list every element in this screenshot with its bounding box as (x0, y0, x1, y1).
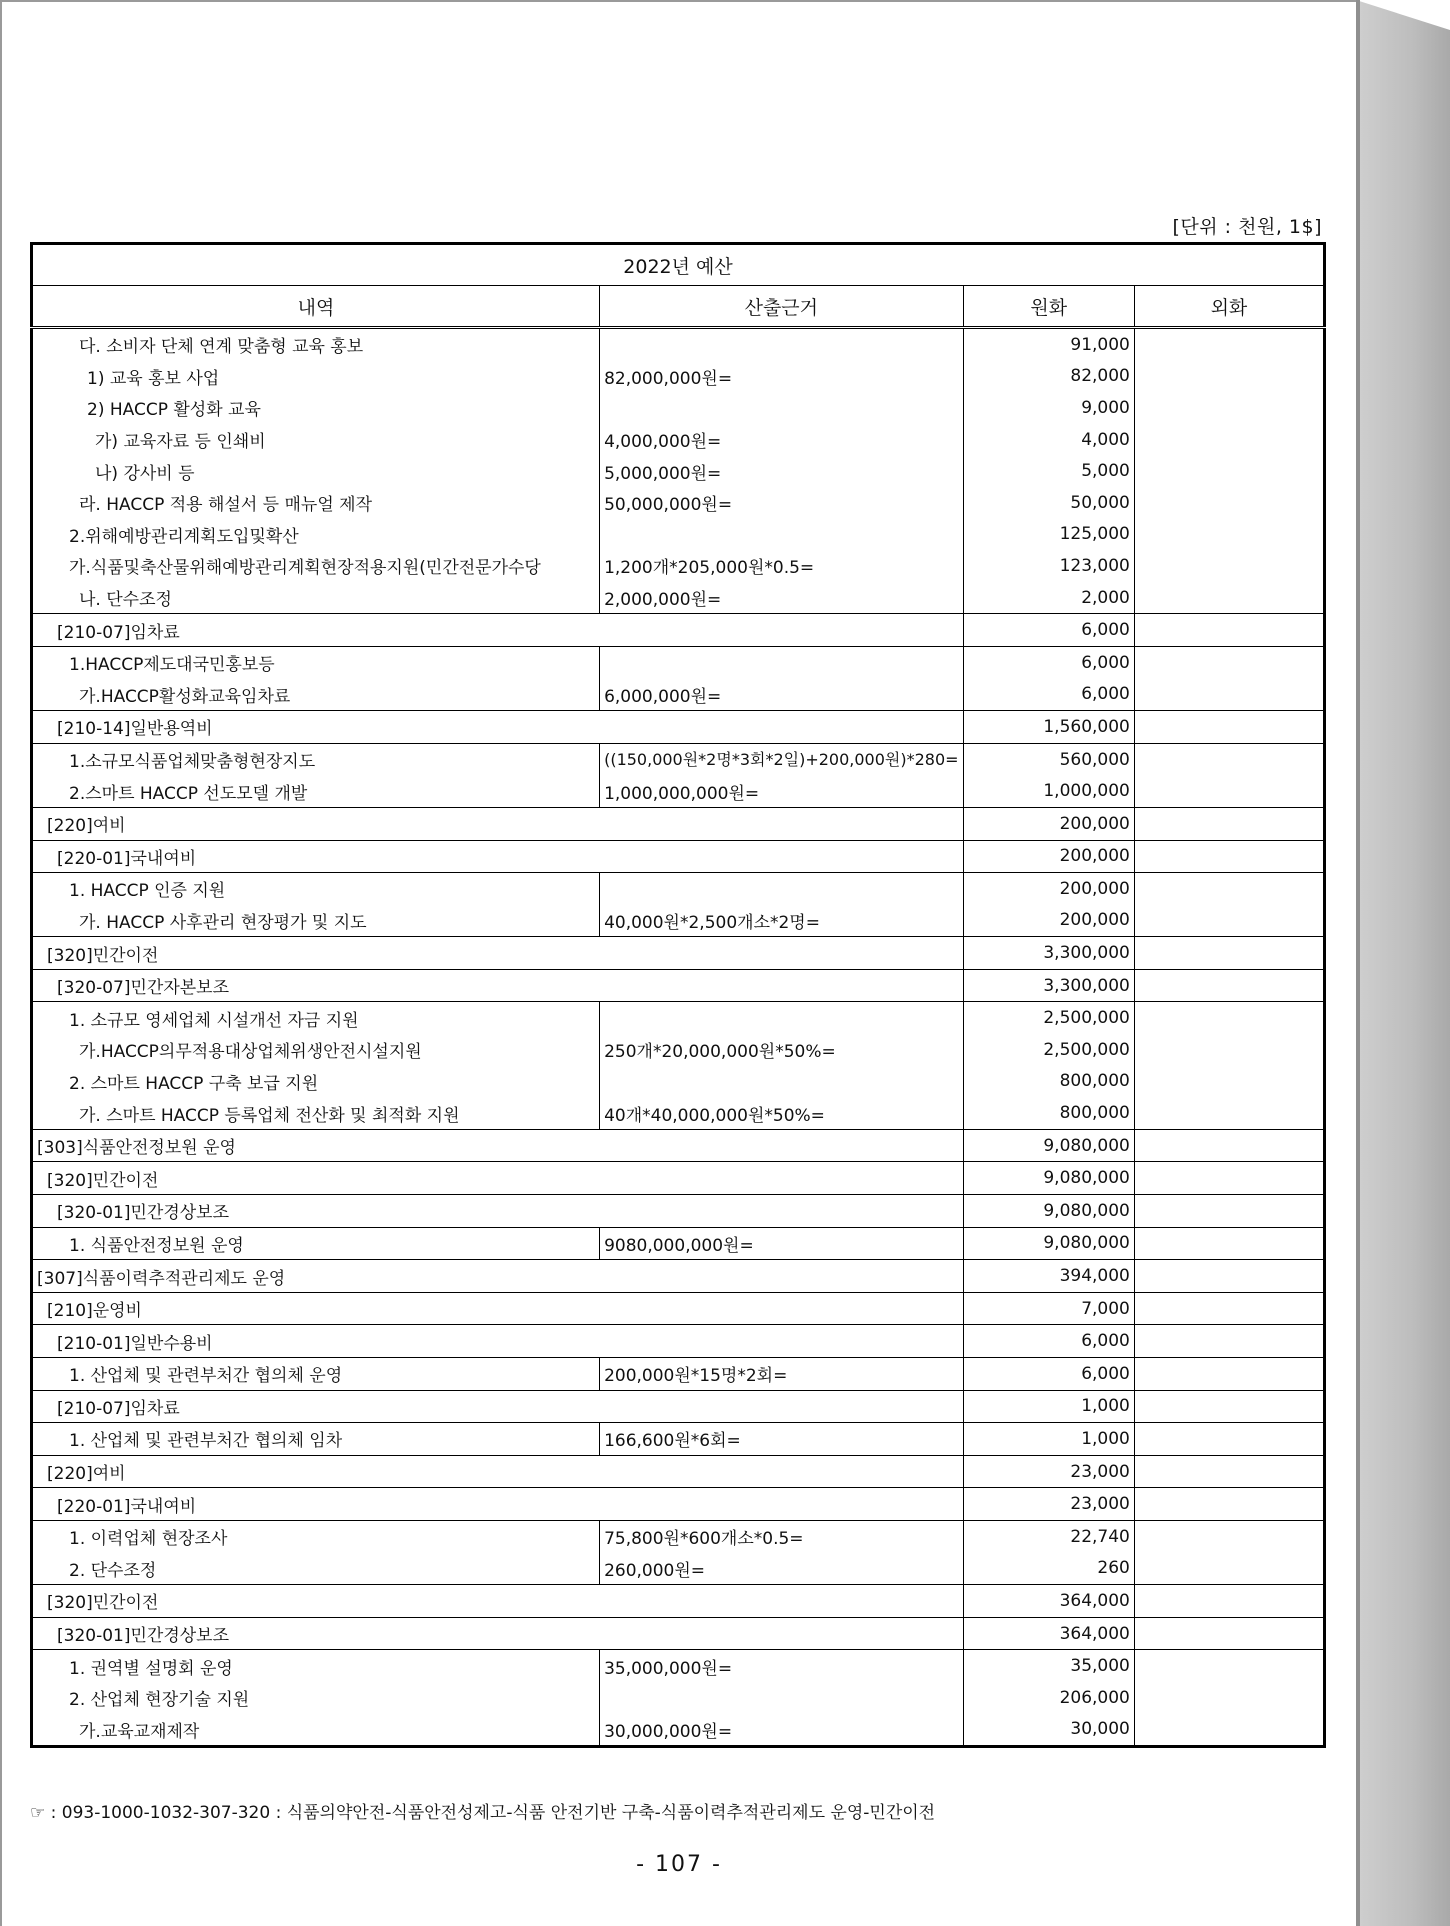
row-item: 1. 산업체 및 관련부처간 협의체 운영 (32, 1358, 600, 1391)
row-item: [320-01]민간경상보조 (32, 1617, 964, 1650)
row-foreign (1134, 1488, 1324, 1521)
row-krw: 9,080,000 (963, 1227, 1134, 1260)
footnote: ☞ : 093-1000-1032-307-320 : 식품의약안전-식품안전성제고-식품 안전기반 구축-식품이력추적관리제도 운영-민간이전 (30, 1803, 936, 1823)
page-edge-line (1356, 0, 1360, 1926)
table-row (32, 487, 1325, 519)
row-basis (600, 1682, 963, 1714)
row-basis: 1,200개*205,000원*0.5= (600, 550, 963, 582)
row-basis: 250개*20,000,000원*50%= (600, 1034, 963, 1066)
table-row (32, 840, 1325, 873)
row-item: 가. HACCP 사후관리 현장평가 및 지도 (32, 905, 600, 937)
table-row (32, 1034, 1325, 1066)
table-row (32, 1714, 1325, 1747)
row-item: 1) 교육 홍보 사업 (32, 361, 600, 393)
row-item: [320]민간이전 (32, 1162, 964, 1195)
row-foreign (1134, 1292, 1324, 1325)
row-basis: 5,000,000원= (600, 455, 963, 487)
row-foreign (1134, 1650, 1324, 1682)
row-foreign (1134, 1455, 1324, 1488)
row-krw: 5,000 (963, 455, 1134, 487)
row-foreign (1134, 424, 1324, 456)
row-foreign (1134, 1553, 1324, 1585)
unit-label: [단위 : 천원, 1$] (1172, 216, 1322, 238)
row-item: [210]운영비 (32, 1292, 964, 1325)
row-basis: 166,600원*6회= (600, 1423, 963, 1456)
row-krw: 30,000 (963, 1714, 1134, 1747)
row-foreign (1134, 1195, 1324, 1228)
table-row (32, 550, 1325, 582)
row-item: 나) 강사비 등 (32, 455, 600, 487)
row-krw: 6,000 (963, 1325, 1134, 1358)
table-row (32, 969, 1325, 1002)
row-basis: 260,000원= (600, 1553, 963, 1585)
row-basis (600, 519, 963, 551)
row-item: 2.스마트 HACCP 선도모델 개발 (32, 775, 600, 807)
table-row (32, 679, 1325, 711)
row-item: 가.교육교재제작 (32, 1714, 600, 1747)
page-edge-shadow (1356, 0, 1450, 1926)
row-krw: 2,500,000 (963, 1002, 1134, 1034)
row-basis (600, 1066, 963, 1098)
table-row (32, 1553, 1325, 1585)
row-krw: 6,000 (963, 679, 1134, 711)
row-item: 1. 권역별 설명회 운영 (32, 1650, 600, 1682)
table-row (32, 1585, 1325, 1618)
table-row (32, 1455, 1325, 1488)
row-krw: 23,000 (963, 1488, 1134, 1521)
row-foreign (1134, 519, 1324, 551)
row-basis: 82,000,000원= (600, 361, 963, 393)
row-krw: 9,080,000 (963, 1195, 1134, 1228)
row-foreign (1134, 392, 1324, 424)
row-krw: 4,000 (963, 424, 1134, 456)
table-row (32, 1325, 1325, 1358)
row-basis: 30,000,000원= (600, 1714, 963, 1747)
row-krw: 6,000 (963, 1358, 1134, 1391)
row-basis: 200,000원*15명*2회= (600, 1358, 963, 1391)
row-basis: 4,000,000원= (600, 424, 963, 456)
table-row (32, 361, 1325, 393)
row-item: [320-07]민간자본보조 (32, 969, 964, 1002)
table-row (32, 519, 1325, 551)
row-foreign (1134, 328, 1324, 361)
row-foreign (1134, 361, 1324, 393)
row-item: [210-07]임차료 (32, 614, 964, 647)
row-foreign (1134, 1066, 1324, 1098)
row-foreign (1134, 550, 1324, 582)
row-krw: 260 (963, 1553, 1134, 1585)
table-row (32, 1390, 1325, 1423)
row-basis: ((150,000원*2명*3회*2일)+200,000원)*280= (600, 743, 963, 775)
row-item: [320]민간이전 (32, 1585, 964, 1618)
row-krw: 800,000 (963, 1066, 1134, 1098)
table-row (32, 1617, 1325, 1650)
row-krw: 200,000 (963, 807, 1134, 840)
row-foreign (1134, 905, 1324, 937)
table-row (32, 1358, 1325, 1391)
row-krw: 91,000 (963, 328, 1134, 361)
row-krw: 50,000 (963, 487, 1134, 519)
row-krw: 364,000 (963, 1585, 1134, 1618)
row-item: 가.HACCP활성화교육임차료 (32, 679, 600, 711)
table-row (32, 1097, 1325, 1129)
table-row (32, 328, 1325, 361)
row-krw: 1,000 (963, 1423, 1134, 1456)
row-item: 라. HACCP 적용 해설서 등 매뉴얼 제작 (32, 487, 600, 519)
table-row (32, 1195, 1325, 1228)
table-row (32, 1260, 1325, 1293)
row-basis (600, 873, 963, 905)
table-row (32, 711, 1325, 744)
row-krw: 123,000 (963, 550, 1134, 582)
table-row (32, 743, 1325, 775)
table-row (32, 1129, 1325, 1162)
row-basis: 2,000,000원= (600, 582, 963, 614)
row-foreign (1134, 582, 1324, 614)
row-basis: 6,000,000원= (600, 679, 963, 711)
row-foreign (1134, 1358, 1324, 1391)
row-foreign (1134, 646, 1324, 678)
row-foreign (1134, 711, 1324, 744)
table-row (32, 1682, 1325, 1714)
row-item: [220-01]국내여비 (32, 840, 964, 873)
row-item: 1. 산업체 및 관련부처간 협의체 임차 (32, 1423, 600, 1456)
row-item: [307]식품이력추적관리제도 운영 (32, 1260, 964, 1293)
row-item: 다. 소비자 단체 연계 맞춤형 교육 홍보 (32, 328, 600, 361)
row-krw: 3,300,000 (963, 969, 1134, 1002)
row-krw: 9,080,000 (963, 1129, 1134, 1162)
table-row (32, 646, 1325, 678)
row-krw: 22,740 (963, 1520, 1134, 1552)
row-foreign (1134, 487, 1324, 519)
row-krw: 560,000 (963, 743, 1134, 775)
row-foreign (1134, 1617, 1324, 1650)
row-basis (600, 328, 963, 361)
row-foreign (1134, 969, 1324, 1002)
table-row (32, 1162, 1325, 1195)
row-item: [220-01]국내여비 (32, 1488, 964, 1521)
row-foreign (1134, 1162, 1324, 1195)
row-item: 가) 교육자료 등 인쇄비 (32, 424, 600, 456)
row-basis: 1,000,000,000원= (600, 775, 963, 807)
table-row (32, 455, 1325, 487)
row-foreign (1134, 1520, 1324, 1552)
table-row (32, 1066, 1325, 1098)
row-item: [220]여비 (32, 1455, 964, 1488)
row-item: 2. 스마트 HACCP 구축 보급 지원 (32, 1066, 600, 1098)
table-row (32, 905, 1325, 937)
col-header-basis: 산출근거 (600, 286, 963, 328)
row-item: 가. 스마트 HACCP 등록업체 전산화 및 최적화 지원 (32, 1097, 600, 1129)
row-krw: 125,000 (963, 519, 1134, 551)
row-basis (600, 1002, 963, 1034)
row-foreign (1134, 1227, 1324, 1260)
table-row (32, 937, 1325, 970)
row-foreign (1134, 614, 1324, 647)
year-header: 2022년 예산 (32, 244, 1325, 286)
row-basis: 35,000,000원= (600, 1650, 963, 1682)
table-row (32, 1520, 1325, 1552)
row-krw: 2,500,000 (963, 1034, 1134, 1066)
row-foreign (1134, 743, 1324, 775)
col-header-krw: 원화 (963, 286, 1134, 328)
row-foreign (1134, 679, 1324, 711)
row-krw: 82,000 (963, 361, 1134, 393)
budget-table (30, 242, 1326, 1748)
row-foreign (1134, 873, 1324, 905)
row-krw: 200,000 (963, 905, 1134, 937)
row-foreign (1134, 807, 1324, 840)
row-foreign (1134, 1034, 1324, 1066)
table-row (32, 392, 1325, 424)
row-item: 2. 산업체 현장기술 지원 (32, 1682, 600, 1714)
table-row (32, 1002, 1325, 1034)
row-krw: 23,000 (963, 1455, 1134, 1488)
row-foreign (1134, 1260, 1324, 1293)
table-row (32, 582, 1325, 614)
row-item: 1. HACCP 인증 지원 (32, 873, 600, 905)
row-item: 2.위해예방관리계획도입및확산 (32, 519, 600, 551)
row-foreign (1134, 1097, 1324, 1129)
table-row (32, 807, 1325, 840)
table-row (32, 1423, 1325, 1456)
row-basis: 50,000,000원= (600, 487, 963, 519)
row-item: 1. 이력업체 현장조사 (32, 1520, 600, 1552)
row-krw: 364,000 (963, 1617, 1134, 1650)
row-item: 1.소규모식품업체맞춤형현장지도 (32, 743, 600, 775)
row-krw: 9,080,000 (963, 1162, 1134, 1195)
row-item: 1. 식품안전정보원 운영 (32, 1227, 600, 1260)
row-item: [303]식품안전정보원 운영 (32, 1129, 964, 1162)
row-foreign (1134, 840, 1324, 873)
row-krw: 7,000 (963, 1292, 1134, 1325)
page-number: - 107 - (636, 1852, 722, 1877)
row-krw: 1,000 (963, 1390, 1134, 1423)
budget-rows (32, 328, 1325, 1747)
row-basis: 75,800원*600개소*0.5= (600, 1520, 963, 1552)
row-foreign (1134, 937, 1324, 970)
table-row (32, 1650, 1325, 1682)
table-row (32, 775, 1325, 807)
row-foreign (1134, 1714, 1324, 1747)
row-krw: 3,300,000 (963, 937, 1134, 970)
row-foreign (1134, 1325, 1324, 1358)
row-krw: 2,000 (963, 582, 1134, 614)
row-foreign (1134, 1682, 1324, 1714)
col-header-item: 내역 (32, 286, 600, 328)
row-foreign (1134, 1585, 1324, 1618)
col-header-foreign: 외화 (1134, 286, 1324, 328)
row-basis (600, 392, 963, 424)
row-item: [210-07]임차료 (32, 1390, 964, 1423)
table-row (32, 873, 1325, 905)
row-krw: 6,000 (963, 614, 1134, 647)
row-basis: 40개*40,000,000원*50%= (600, 1097, 963, 1129)
row-foreign (1134, 1423, 1324, 1456)
table-row (32, 424, 1325, 456)
row-foreign (1134, 455, 1324, 487)
table-row (32, 1292, 1325, 1325)
row-foreign (1134, 1002, 1324, 1034)
row-item: 2. 단수조정 (32, 1553, 600, 1585)
row-krw: 800,000 (963, 1097, 1134, 1129)
row-krw: 200,000 (963, 840, 1134, 873)
row-krw: 206,000 (963, 1682, 1134, 1714)
row-foreign (1134, 1390, 1324, 1423)
table-row (32, 1488, 1325, 1521)
row-foreign (1134, 775, 1324, 807)
row-item: [320-01]민간경상보조 (32, 1195, 964, 1228)
row-item: 1.HACCP제도대국민홍보등 (32, 646, 600, 678)
row-item: 가.식품및축산물위해예방관리계획현장적용지원(민간전문가수당 (32, 550, 600, 582)
row-item: [220]여비 (32, 807, 964, 840)
row-krw: 1,000,000 (963, 775, 1134, 807)
row-foreign (1134, 1129, 1324, 1162)
row-item: [320]민간이전 (32, 937, 964, 970)
row-item: 가.HACCP의무적용대상업체위생안전시설지원 (32, 1034, 600, 1066)
row-basis: 40,000원*2,500개소*2명= (600, 905, 963, 937)
row-krw: 6,000 (963, 646, 1134, 678)
table-row (32, 1227, 1325, 1260)
row-item: 1. 소규모 영세업체 시설개선 자금 지원 (32, 1002, 600, 1034)
row-krw: 394,000 (963, 1260, 1134, 1293)
row-basis: 9080,000,000원= (600, 1227, 963, 1260)
row-krw: 1,560,000 (963, 711, 1134, 744)
table-row (32, 614, 1325, 647)
row-krw: 200,000 (963, 873, 1134, 905)
row-krw: 35,000 (963, 1650, 1134, 1682)
row-krw: 9,000 (963, 392, 1134, 424)
row-item: [210-01]일반수용비 (32, 1325, 964, 1358)
row-item: 2) HACCP 활성화 교육 (32, 392, 600, 424)
row-item: 나. 단수조정 (32, 582, 600, 614)
row-basis (600, 646, 963, 678)
row-item: [210-14]일반용역비 (32, 711, 964, 744)
